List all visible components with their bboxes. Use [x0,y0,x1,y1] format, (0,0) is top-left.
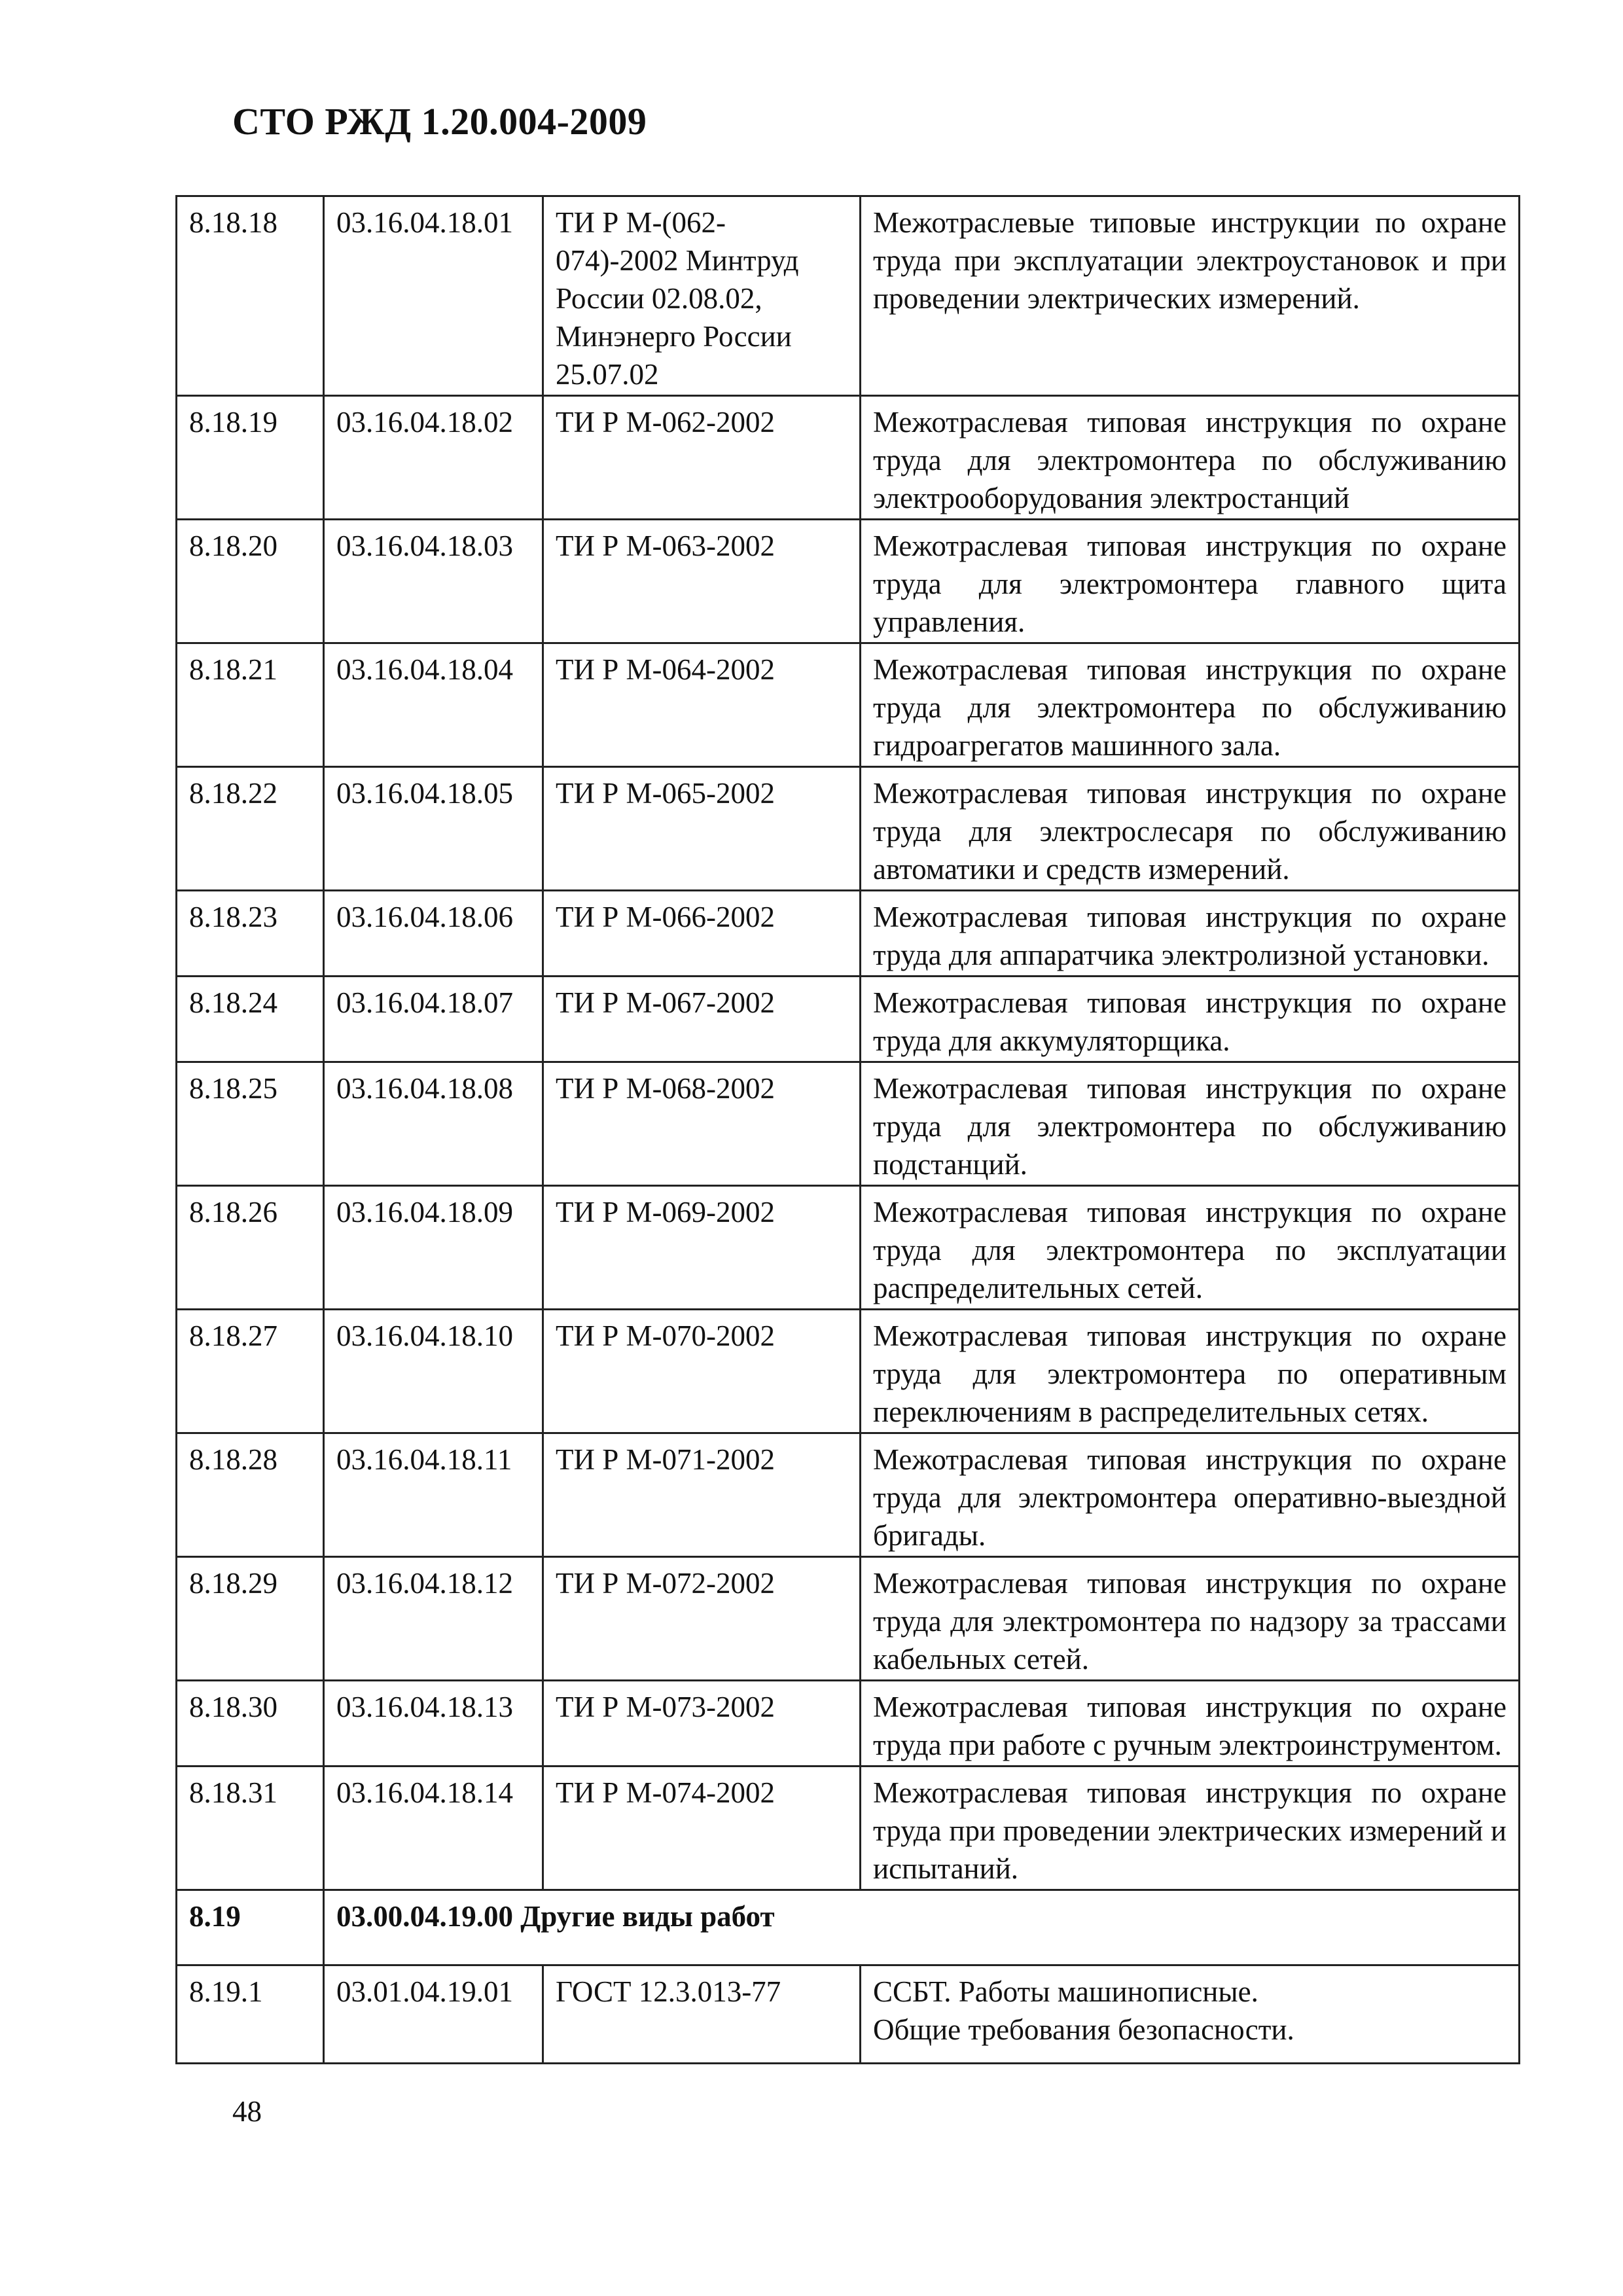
document-designation: ТИ Р М-063-2002 [543,520,861,643]
document-description: Межотраслевая типовая инструкция по охране труда для электромонтера по надзору за трассами кабельных сетей. [861,1557,1520,1681]
document-designation: ТИ Р М-069-2002 [543,1186,861,1310]
document-description: Межотраслевая типовая инструкция по охране труда для электромонтера по обслуживанию подстанций. [861,1062,1520,1186]
document-description: Межотраслевые типовые инструкции по охране труда при эксплуатации электроустановок и при проведении электрических измерений. [861,196,1520,396]
item-code: 03.16.04.18.08 [324,1062,543,1186]
table-row [177,643,1520,767]
item-number: 8.18.21 [177,643,324,767]
document-designation: ТИ Р М-070-2002 [543,1310,861,1433]
item-number: 8.18.26 [177,1186,324,1310]
document-description: Межотраслевая типовая инструкция по охране труда при работе с ручным электроинструментом. [861,1681,1520,1767]
document-designation: ТИ Р М-064-2002 [543,643,861,767]
table-row [177,977,1520,1062]
document-description: Межотраслевая типовая инструкция по охране труда для электрослесаря по обслуживанию автоматики и средств измерений. [861,767,1520,891]
document-description [861,1965,1520,2064]
document-description: Межотраслевая типовая инструкция по охране труда для электромонтера по эксплуатации распределительных сетей. [861,1186,1520,1310]
document-designation: ТИ Р М-062-2002 [543,396,861,520]
document-designation: ТИ Р М-071-2002 [543,1433,861,1557]
item-number: 8.18.18 [177,196,324,396]
item-code: 03.16.04.18.04 [324,643,543,767]
page-number: 48 [232,2095,262,2128]
table-row [177,1062,1520,1186]
description-line: Общие требования безопасности. [873,2013,1294,2046]
item-number: 8.18.25 [177,1062,324,1186]
item-number: 8.18.22 [177,767,324,891]
item-number: 8.18.27 [177,1310,324,1433]
item-number: 8.18.20 [177,520,324,643]
item-code: 03.16.04.18.09 [324,1186,543,1310]
item-number: 8.18.23 [177,891,324,977]
item-code: 03.16.04.18.01 [324,196,543,396]
table-row [177,520,1520,643]
item-code: 03.01.04.19.01 [324,1965,543,2064]
section-row [177,1890,1520,1965]
item-number: 8.18.28 [177,1433,324,1557]
item-code: 03.16.04.18.13 [324,1681,543,1767]
document-description: Межотраслевая типовая инструкция по охране труда для электромонтера по оперативным переключениям в распределительных сетях. [861,1310,1520,1433]
document-designation: ТИ Р М-065-2002 [543,767,861,891]
item-number: 8.18.31 [177,1767,324,1890]
item-code: 03.16.04.18.12 [324,1557,543,1681]
item-number: 8.18.29 [177,1557,324,1681]
table-row [177,1681,1520,1767]
table-row [177,1557,1520,1681]
description-line: ССБТ. Работы машинописные. [873,1975,1258,2008]
item-number: 8.18.24 [177,977,324,1062]
document-designation: ТИ Р М-067-2002 [543,977,861,1062]
document-description: Межотраслевая типовая инструкция по охране труда для электромонтера по обслуживанию гидроагрегатов машинного зала. [861,643,1520,767]
section-title: 03.00.04.19.00 Другие виды работ [324,1890,1520,1965]
section-number: 8.19 [177,1890,324,1965]
table-row [177,1186,1520,1310]
document-designation: ТИ Р М-074-2002 [543,1767,861,1890]
item-code: 03.16.04.18.14 [324,1767,543,1890]
document-description: Межотраслевая типовая инструкция по охране труда для аппаратчика электролизной установки. [861,891,1520,977]
standards-table [175,195,1520,2064]
document-designation: ТИ Р М-073-2002 [543,1681,861,1767]
item-code: 03.16.04.18.02 [324,396,543,520]
document-description: Межотраслевая типовая инструкция по охране труда для аккумуляторщика. [861,977,1520,1062]
item-number: 8.18.19 [177,396,324,520]
table-row [177,396,1520,520]
table-row [177,1767,1520,1890]
item-code: 03.16.04.18.03 [324,520,543,643]
table-row [177,1433,1520,1557]
item-code: 03.16.04.18.05 [324,767,543,891]
document-description: Межотраслевая типовая инструкция по охране труда при проведении электрических измерений и испытаний. [861,1767,1520,1890]
item-number: 8.19.1 [177,1965,324,2064]
document-description: Межотраслевая типовая инструкция по охране труда для электромонтера оперативно-выездной бригады. [861,1433,1520,1557]
item-number: 8.18.30 [177,1681,324,1767]
item-code: 03.16.04.18.06 [324,891,543,977]
table-row [177,891,1520,977]
table-row [177,1965,1520,2064]
document-description: Межотраслевая типовая инструкция по охране труда для электромонтера главного щита управления. [861,520,1520,643]
document-description: Межотраслевая типовая инструкция по охране труда для электромонтера по обслуживанию электрооборудования электростанций [861,396,1520,520]
document-designation: ТИ Р М-(062-074)-2002 Минтруд России 02.08.02, Минэнерго России 25.07.02 [543,196,861,396]
document-designation: ТИ Р М-068-2002 [543,1062,861,1186]
document-header: СТО РЖД 1.20.004-2009 [232,100,647,143]
item-code: 03.16.04.18.11 [324,1433,543,1557]
item-code: 03.16.04.18.10 [324,1310,543,1433]
table-row [177,767,1520,891]
document-designation: ТИ Р М-072-2002 [543,1557,861,1681]
item-code: 03.16.04.18.07 [324,977,543,1062]
document-designation: ГОСТ 12.3.013-77 [543,1965,861,2064]
document-designation: ТИ Р М-066-2002 [543,891,861,977]
table-row [177,196,1520,396]
table-row [177,1310,1520,1433]
